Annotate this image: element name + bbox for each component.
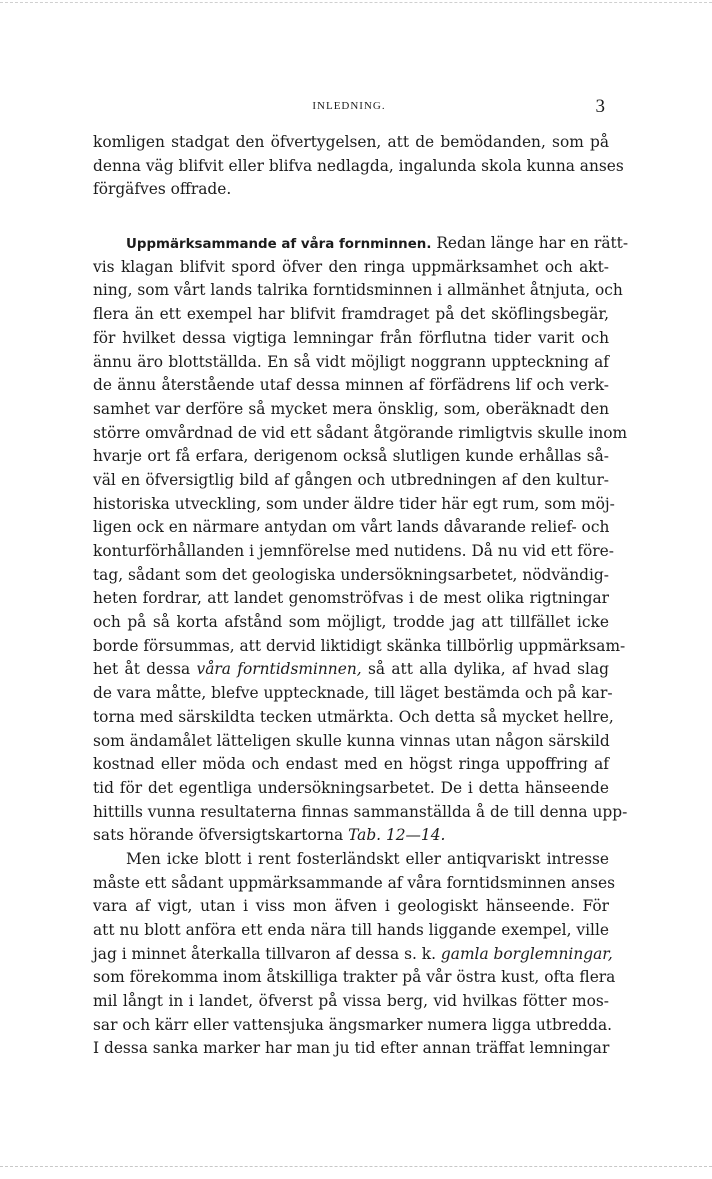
text-line: heten fordrar, att landet genomströfvas i de mest olika rigtningar [93, 589, 609, 608]
text-line: som ändamålet lätteligen skulle kunna vinnas utan någon särskild [93, 731, 610, 750]
text-line: tag, sådant som det geologiska undersökningsarbetet, nödvändig- [93, 565, 609, 584]
top-edge-line [0, 2, 712, 3]
paragraph-gap [93, 202, 609, 232]
text-line: ännu äro blottställda. En så vidt möjligt noggrann uppteckning af [93, 352, 609, 371]
page-header [93, 96, 605, 120]
text-line: förgäfves offrade. [93, 180, 232, 199]
text-line: denna väg blifvit eller blifva nedlagda, ingalunda skola kunna anses [93, 156, 624, 175]
text-fragment: jag i minnet återkalla tillvaron af dessa s. k. [93, 944, 437, 963]
page-number: 3 [595, 96, 605, 117]
text-fragment: Redan länge har en rätt- [436, 234, 629, 253]
text-line-with-italic [93, 943, 613, 967]
italic-reference: Tab. 12—14. [348, 826, 446, 845]
text-line: vis klagan blifvit spord öfver den ringa uppmärksamhet och akt- [93, 257, 609, 276]
text-line: Men icke blott i rent fosterländskt eller antiqvariskt intresse [126, 849, 609, 868]
text-fragment: så att alla dylika, af hvad slag [367, 660, 609, 679]
text-line: historiska utveckling, som under äldre tider här egt rum, som möj- [93, 494, 615, 513]
text-line: hvarje ort få erfara, derigenom också slutligen kunde erhållas så- [93, 447, 609, 466]
text-line: sar och kärr eller vattensjuka ängsmarker numera ligga utbredda. [93, 1015, 613, 1034]
text-line: tid för det egentliga undersökningsarbetet. De i detta hänseende [93, 778, 609, 797]
section-first-line [93, 232, 629, 256]
running-title: INLEDNING. [312, 100, 386, 112]
text-line: ligen ock en närmare antydan om vårt lands dåvarande relief- och [93, 518, 610, 537]
text-line: flera än ett exempel har blifvit framdraget på det sköflingsbegär, [93, 305, 609, 324]
text-line: komligen stadgat den öfvertygelsen, att de bemödanden, som på [93, 133, 609, 151]
text-line: och på så korta afstånd som möjligt, trodde jag att tillfället icke [93, 613, 609, 632]
text-line: ning, som vårt lands talrika forntidsminnen i allmänhet åtnjuta, och [93, 281, 623, 300]
body-text [93, 131, 629, 1061]
text-line: måste ett sådant uppmärksammande af våra forntidsminnen anses [93, 873, 615, 892]
text-line: större omvårdnad de vid ett sådant åtgörande rimligtvis skulle inom [93, 423, 628, 442]
text-line: väl en öfversigtlig bild af gången och utbredningen af den kultur- [93, 470, 609, 489]
italic-phrase: gamla borglemningar, [440, 944, 613, 963]
text-line: de vara måtte, blefve upptecknade, till läget bestämda och på kar- [93, 684, 613, 703]
text-line-with-italic [93, 824, 609, 848]
italic-phrase: våra forntidsminnen, [196, 660, 362, 679]
text-line: konturförhållanden i jemnförelse med nutidens. Då nu vid ett före- [93, 542, 614, 560]
text-fragment: het åt dessa [93, 660, 191, 679]
text-line: torna med särskildta tecken utmärkta. Och detta så mycket hellre, [93, 707, 614, 726]
text-line: samhet var derföre så mycket mera önsklig, som, oberäknadt den [93, 399, 609, 418]
text-line: som förekomma inom åtskilliga trakter på vår östra kust, ofta flera [93, 968, 616, 987]
text-line: att nu blott anföra ett enda nära till hands liggande exempel, ville [93, 921, 609, 939]
bottom-edge-line [0, 1166, 712, 1167]
text-line: de ännu återstående utaf dessa minnen af förfädrens lif och verk- [93, 376, 609, 395]
text-line: mil långt in i landet, öfverst på vissa berg, vid hvilkas fötter mos- [93, 992, 609, 1011]
text-line: I dessa sanka marker har man ju tid efter annan träffat lemningar [93, 1039, 610, 1058]
section-heading: Uppmärksammande af våra fornminnen. [126, 237, 432, 253]
text-line: för hvilket dessa vigtiga lemningar från förflutna tider varit och [93, 328, 609, 347]
text-line: kostnad eller möda och endast med en högst ringa uppoffring af [93, 755, 609, 774]
text-line: hittills vunna resultaterna finnas sammanställda å de till denna upp- [93, 802, 628, 821]
text-line-with-italic [93, 658, 609, 682]
text-line: borde försummas, att dervid liktidigt skänka tillbörlig uppmärksam- [93, 636, 626, 655]
text-line: vara af vigt, utan i viss mon äfven i geologiskt hänseende. För [93, 897, 609, 916]
text-fragment: sats hörande öfversigtskartorna [93, 826, 344, 845]
